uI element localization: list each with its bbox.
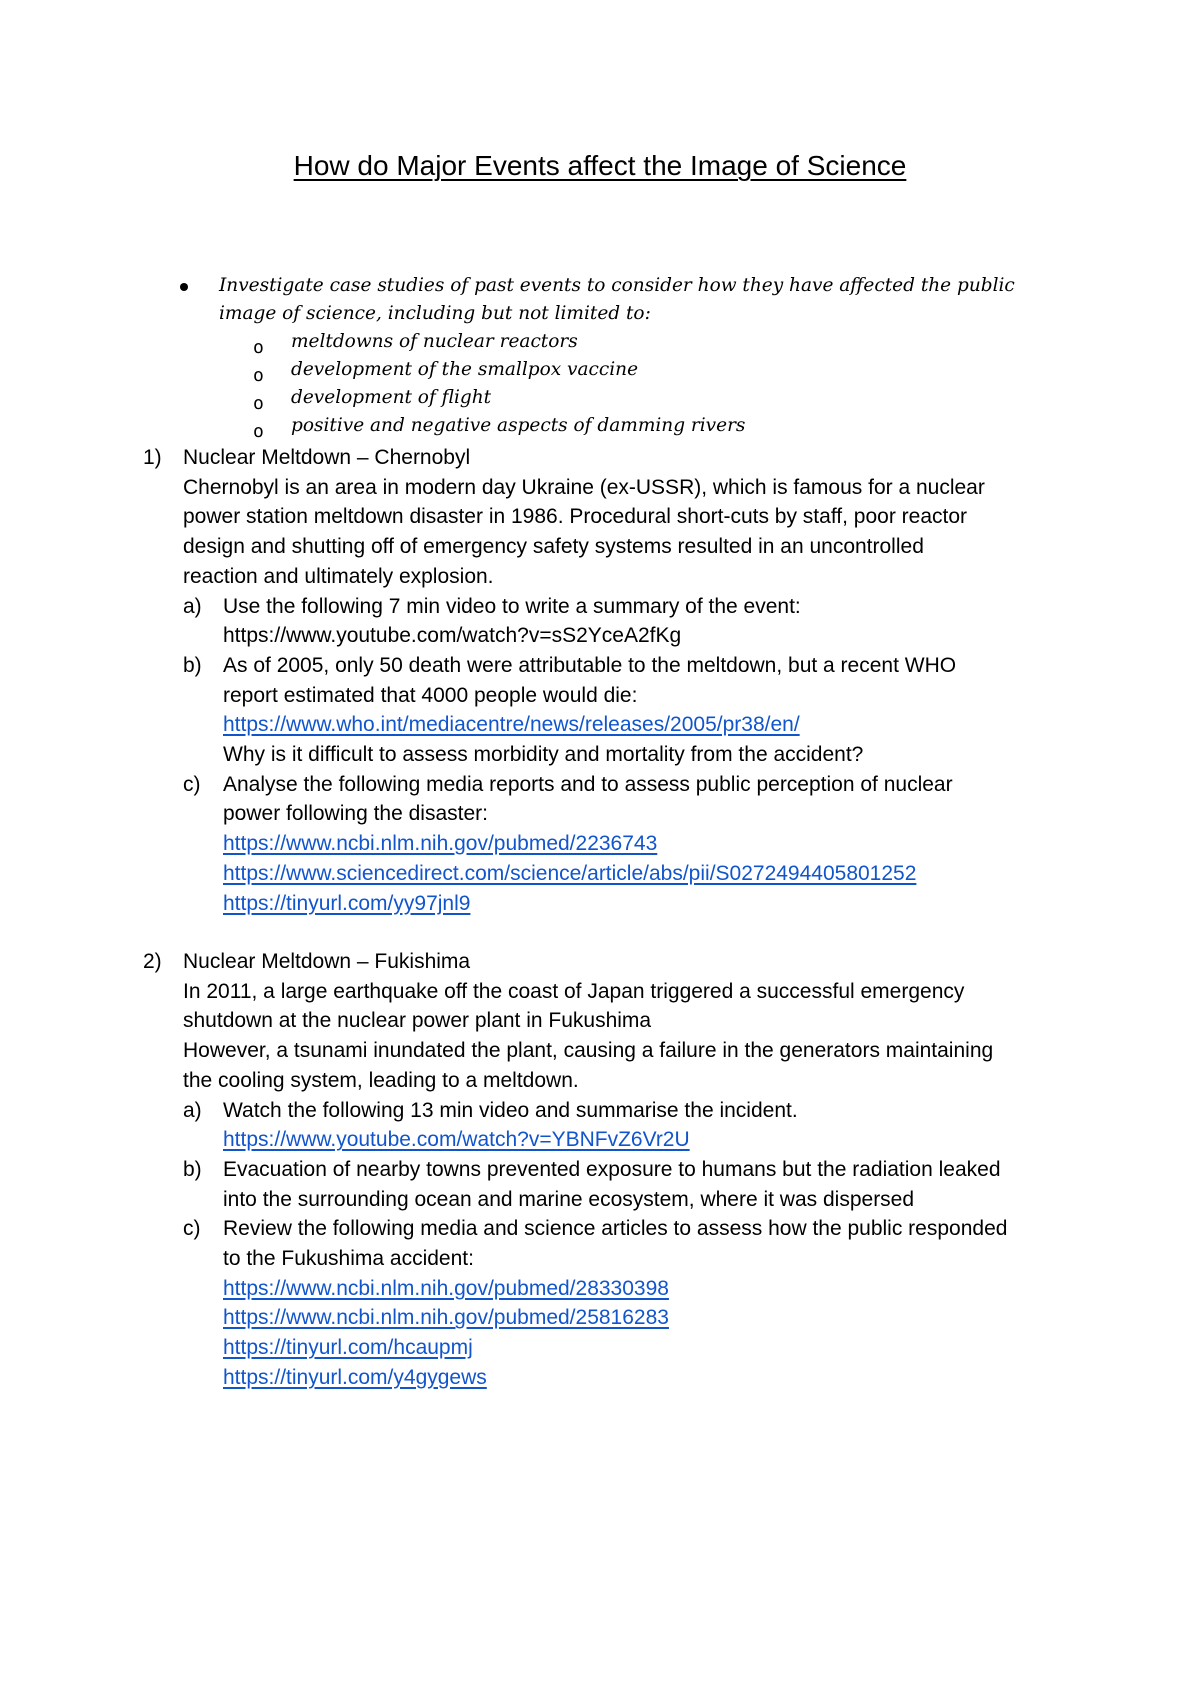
- item-text: into the surrounding ocean and marine ecosystem, where it was dispersed: [223, 1187, 915, 1211]
- intro-subbullets: [184, 328, 1084, 440]
- section-heading: Nuclear Meltdown – Chernobyl: [183, 446, 471, 469]
- section-heading: Nuclear Meltdown – Fukishima: [183, 950, 471, 973]
- circle-bullet-icon: o: [253, 337, 264, 358]
- paragraph-line: power station meltdown disaster in 1986. Procedural short-cuts by staff, poor reactor: [183, 505, 968, 529]
- who-report-link[interactable]: https://www.who.int/mediacentre/news/releases/2005/pr38/en/: [223, 713, 800, 737]
- section-chernobyl: [143, 443, 1103, 918]
- circle-bullet-icon: o: [253, 365, 264, 386]
- item-question: Why is it difficult to assess morbidity and mortality from the accident?: [223, 743, 864, 767]
- item-letter: c): [183, 1217, 201, 1241]
- list-item: o development of the smallpox vaccine: [184, 356, 1084, 384]
- list-item-c: [183, 770, 1103, 919]
- section-number: 2): [143, 950, 162, 973]
- intro-bullet: [184, 272, 1084, 440]
- ncbi-link[interactable]: https://www.ncbi.nlm.nih.gov/pubmed/2236743: [223, 832, 658, 856]
- video-url: https://www.youtube.com/watch?v=sS2YceA2fKg: [223, 624, 682, 648]
- paragraph-line: design and shutting off of emergency safety systems resulted in an uncontrolled: [183, 535, 924, 559]
- list-item-a: [183, 592, 1103, 651]
- item-text: to the Fukushima accident:: [223, 1247, 474, 1271]
- list-item-b: [183, 1155, 1103, 1214]
- item-text: Use the following 7 min video to write a summary of the event:: [223, 594, 801, 618]
- intro-lead: [184, 272, 1084, 328]
- paragraph-line: However, a tsunami inundated the plant, causing a failure in the generators maintaining: [183, 1039, 994, 1063]
- section-number: 1): [143, 446, 162, 469]
- item-letter: c): [183, 772, 201, 796]
- item-text: Evacuation of nearby towns prevented exposure to humans but the radiation leaked: [223, 1157, 1001, 1181]
- item-text: report estimated that 4000 people would die:: [223, 683, 638, 707]
- page-title: How do Major Events affect the Image of Science: [293, 150, 907, 181]
- ncbi-link[interactable]: https://www.ncbi.nlm.nih.gov/pubmed/28330398: [223, 1276, 669, 1300]
- list-item: o positive and negative aspects of damming rivers: [184, 412, 1084, 440]
- circle-bullet-icon: o: [253, 393, 264, 414]
- sciencedirect-link[interactable]: https://www.sciencedirect.com/science/article/abs/pii/S0272494405801252: [223, 861, 917, 885]
- section-body: [143, 443, 1103, 918]
- item-text: Watch the following 13 min video and summarise the incident.: [223, 1098, 798, 1122]
- list-item: o development of flight: [184, 384, 1084, 412]
- item-letter: a): [183, 1098, 202, 1122]
- list-item-b: [183, 651, 1103, 770]
- youtube-link[interactable]: https://www.youtube.com/watch?v=YBNFvZ6Vr2U: [223, 1128, 690, 1152]
- bullet-dot-icon: [180, 283, 188, 291]
- item-text: Analyse the following media reports and to assess public perception of nuclear: [223, 772, 953, 796]
- paragraph-line: the cooling system, leading to a meltdown.: [183, 1068, 579, 1092]
- list-item-c: [183, 1214, 1103, 1392]
- tinyurl-link[interactable]: https://tinyurl.com/yy97jnl9: [223, 891, 471, 915]
- list-item-a: [183, 1096, 1103, 1155]
- paragraph-line: shutdown at the nuclear power plant in Fukushima: [183, 1009, 652, 1033]
- section-body: [143, 947, 1103, 1393]
- circle-bullet-icon: o: [253, 421, 264, 442]
- paragraph-line: reaction and ultimately explosion.: [183, 564, 494, 588]
- section-fukushima: [143, 947, 1103, 1393]
- intro-lead-line: Investigate case studies of past events to consider how they have affected the public: [219, 275, 1015, 296]
- item-letter: b): [183, 653, 202, 677]
- paragraph-line: In 2011, a large earthquake off the coast of Japan triggered a successful emergency: [183, 979, 965, 1003]
- item-letter: b): [183, 1157, 202, 1181]
- tinyurl-link[interactable]: https://tinyurl.com/hcaupmj: [223, 1336, 473, 1360]
- tinyurl-link[interactable]: https://tinyurl.com/y4gygews: [223, 1365, 487, 1389]
- item-letter: a): [183, 594, 202, 618]
- item-text: Review the following media and science articles to assess how the public responded: [223, 1217, 1008, 1241]
- intro-lead-line: image of science, including but not limited to:: [219, 303, 651, 324]
- ncbi-link[interactable]: https://www.ncbi.nlm.nih.gov/pubmed/25816283: [223, 1306, 669, 1330]
- paragraph-line: Chernobyl is an area in modern day Ukraine (ex-USSR), which is famous for a nuclear: [183, 475, 985, 499]
- list-item: o meltdowns of nuclear reactors: [184, 328, 1084, 356]
- item-text: power following the disaster:: [223, 802, 488, 826]
- item-text: As of 2005, only 50 death were attributable to the meltdown, but a recent WHO: [223, 653, 957, 677]
